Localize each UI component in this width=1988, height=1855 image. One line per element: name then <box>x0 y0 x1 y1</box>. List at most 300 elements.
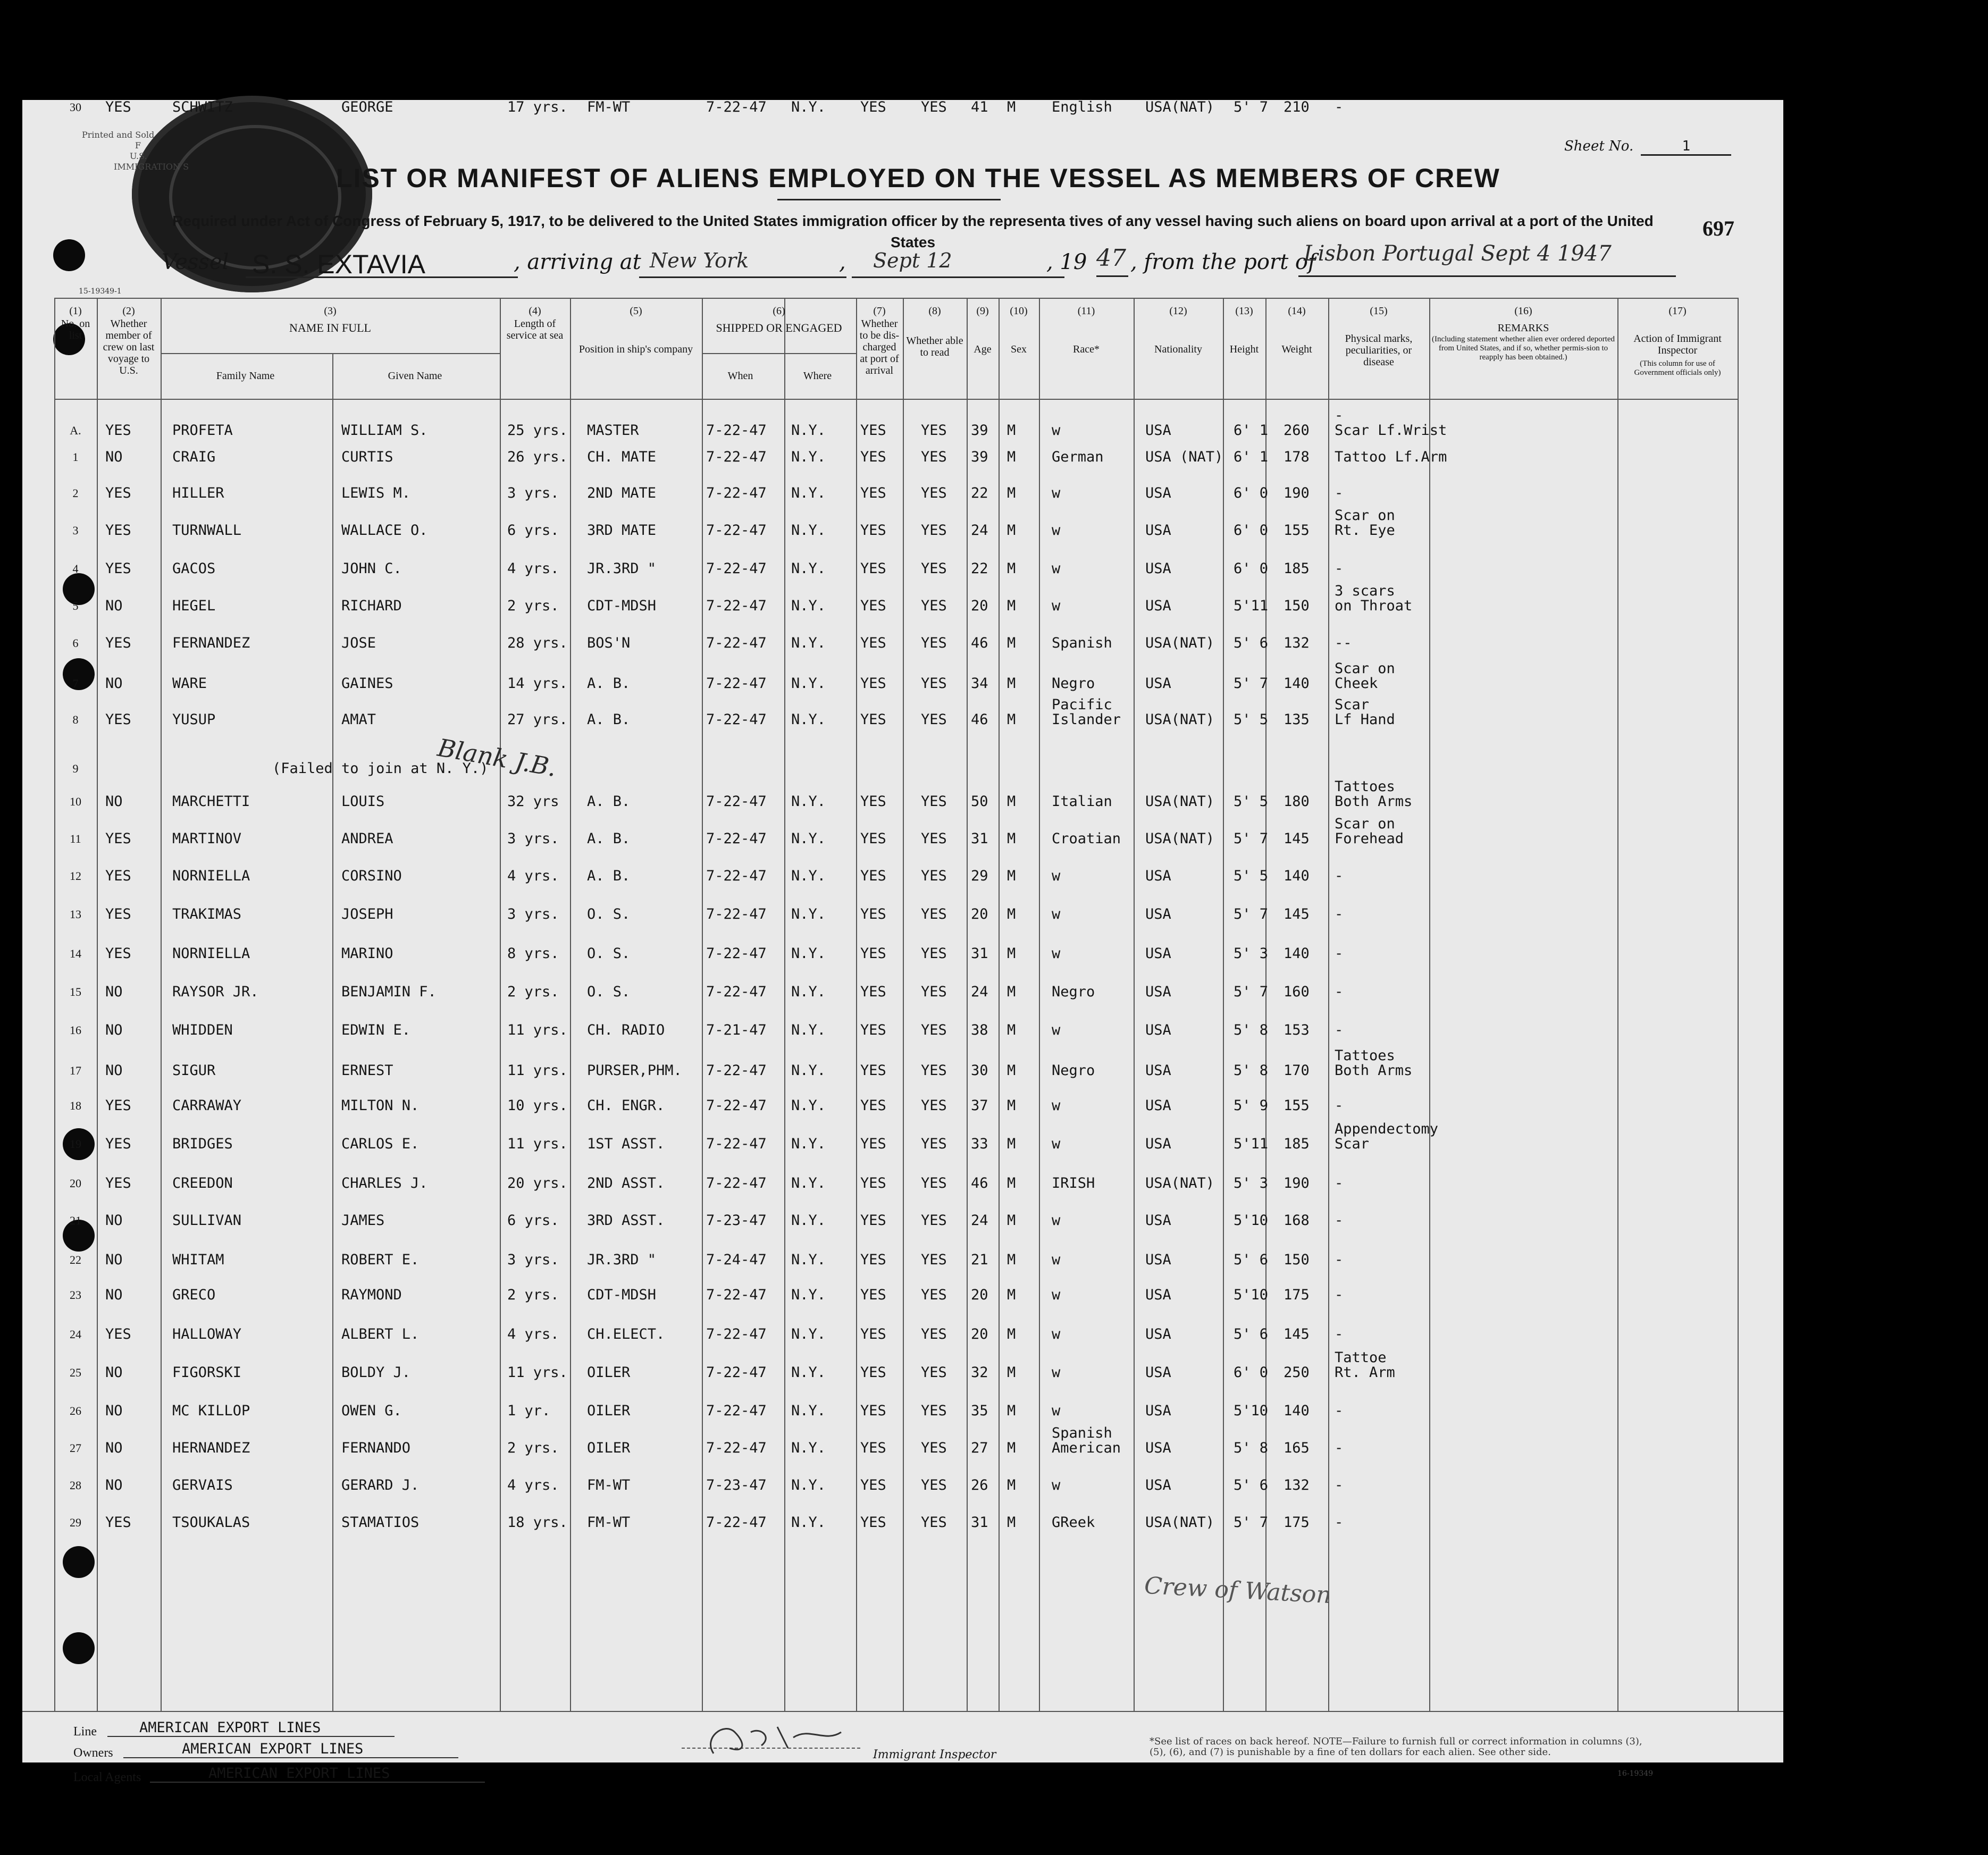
row-prev: NO <box>105 1403 123 1419</box>
row-age: 20 <box>971 1326 988 1342</box>
row-marks: - <box>1335 1212 1344 1229</box>
row-weight: 132 <box>1284 635 1310 651</box>
row-position: CH. ENGR. <box>587 1097 665 1114</box>
row-read: YES <box>921 1287 947 1303</box>
row-height: 5' 6 <box>1234 635 1269 651</box>
row-position: FM-WT <box>587 1477 631 1493</box>
row-age: 41 <box>971 99 988 115</box>
owners-label: Owners <box>73 1746 113 1760</box>
agents-value: AMERICAN EXPORT LINES <box>150 1765 485 1783</box>
row-when: 7-22-47 <box>706 522 767 539</box>
row-family: MARTINOV <box>172 830 242 847</box>
row-prev: YES <box>105 1326 131 1342</box>
row-when: 7-22-47 <box>706 1440 767 1456</box>
row-where: N.Y. <box>791 1097 826 1114</box>
row-weight: 175 <box>1284 1287 1310 1303</box>
row-sex: M <box>1007 1097 1016 1114</box>
row-where: N.Y. <box>791 1326 826 1342</box>
row-family: NORNIELLA <box>172 945 250 962</box>
row-weight: 170 <box>1284 1062 1310 1079</box>
row-sex: M <box>1007 868 1016 884</box>
row-when: 7-22-47 <box>706 1326 767 1342</box>
column-rule <box>784 353 785 1712</box>
row-when: 7-22-47 <box>706 1403 767 1419</box>
row-family: RAYSOR JR. <box>172 984 259 1000</box>
row-marks: - <box>1335 560 1344 577</box>
row-height: 5'10 <box>1234 1403 1269 1419</box>
row-position: A. B. <box>587 711 631 728</box>
row-when: 7-22-47 <box>706 1062 767 1079</box>
row-position: 2ND ASST. <box>587 1175 665 1191</box>
row-given: LEWIS M. <box>341 485 411 501</box>
row-height: 5' 7 <box>1234 906 1269 922</box>
row-position: FM-WT <box>587 1514 631 1531</box>
row-when: 7-23-47 <box>706 1477 767 1493</box>
row-family: (Failed to join at N. Y.) <box>272 760 489 777</box>
row-given: CORSINO <box>341 868 402 884</box>
row-family: YUSUP <box>172 711 216 728</box>
row-race: w <box>1052 1212 1061 1229</box>
row-where: N.Y. <box>791 1252 826 1268</box>
row-service: 18 yrs. <box>507 1514 568 1531</box>
row-nat: USA(NAT) <box>1145 99 1215 115</box>
row-prev: YES <box>105 485 131 501</box>
row-where: N.Y. <box>791 868 826 884</box>
row-given: AMAT <box>341 711 376 728</box>
row-position: CDT-MDSH <box>587 598 657 614</box>
row-race: w <box>1052 1136 1061 1152</box>
row-family: NORNIELLA <box>172 868 250 884</box>
row-age: 20 <box>971 1287 988 1303</box>
row-height: 5' 7 <box>1234 984 1269 1000</box>
row-when: 7-22-47 <box>706 984 767 1000</box>
column-number: (6) <box>773 305 785 317</box>
row-when: 7-22-47 <box>706 675 767 692</box>
row-disch: YES <box>860 1252 886 1268</box>
row-no: 9 <box>72 762 79 775</box>
row-when: 7-22-47 <box>706 1287 767 1303</box>
row-nat: USA <box>1145 1326 1171 1342</box>
row-service: 6 yrs. <box>507 522 559 539</box>
row-when: 7-22-47 <box>706 711 767 728</box>
row-marks: Scar on Rt. Eye <box>1335 507 1395 539</box>
column-number: (8) <box>928 305 941 317</box>
column-header: Race* <box>1073 343 1100 355</box>
row-marks: - <box>1335 99 1344 115</box>
row-position: PURSER,PHM. <box>587 1062 682 1079</box>
row-race: w <box>1052 945 1061 962</box>
row-service: 3 yrs. <box>507 485 559 501</box>
row-race: Negro <box>1052 1062 1095 1079</box>
row-marks: 3 scars on Throat <box>1335 583 1413 614</box>
column-header: SHIPPED OR ENGAGED <box>716 321 842 334</box>
punch-hole-icon <box>53 239 85 271</box>
row-sex: M <box>1007 1287 1016 1303</box>
row-when: 7-22-47 <box>706 449 767 465</box>
row-no: 1 <box>72 450 79 464</box>
row-height: 6' 1 <box>1234 422 1269 439</box>
row-family: CARRAWAY <box>172 1097 242 1114</box>
column-note: (Including statement whether alien ever ordered deported from United States, and if so, whether permis-sion to reapply has been obtained.) <box>1431 335 1615 362</box>
row-position: 3RD MATE <box>587 522 657 539</box>
row-given: MILTON N. <box>341 1097 420 1114</box>
row-position: CH. RADIO <box>587 1022 665 1038</box>
row-when: 7-22-47 <box>706 422 767 439</box>
name-subheader-rule <box>161 353 500 354</box>
row-weight: 132 <box>1284 1477 1310 1493</box>
row-given: LOUIS <box>341 793 385 810</box>
row-marks: - <box>1335 1175 1344 1191</box>
row-when: 7-22-47 <box>706 1364 767 1381</box>
row-where: N.Y. <box>791 1440 826 1456</box>
column-header: Weight <box>1281 343 1312 355</box>
row-disch: YES <box>860 522 886 539</box>
row-age: 24 <box>971 984 988 1000</box>
row-height: 5' 6 <box>1234 1477 1269 1493</box>
row-family: SCHWITZ <box>172 99 233 115</box>
row-weight: 178 <box>1284 449 1310 465</box>
row-when: 7-22-47 <box>706 99 767 115</box>
row-service: 2 yrs. <box>507 1287 559 1303</box>
row-where: N.Y. <box>791 830 826 847</box>
row-race: w <box>1052 906 1061 922</box>
row-sex: M <box>1007 1136 1016 1152</box>
row-read: YES <box>921 635 947 651</box>
row-sex: M <box>1007 635 1016 651</box>
row-disch: YES <box>860 675 886 692</box>
row-no: 23 <box>70 1288 81 1302</box>
row-service: 11 yrs. <box>507 1022 568 1038</box>
row-where: N.Y. <box>791 675 826 692</box>
row-weight: 165 <box>1284 1440 1310 1456</box>
row-family: FIGORSKI <box>172 1364 242 1381</box>
row-when: 7-22-47 <box>706 906 767 922</box>
row-sex: M <box>1007 1440 1016 1456</box>
row-disch: YES <box>860 1022 886 1038</box>
row-service: 17 yrs. <box>507 99 568 115</box>
row-age: 20 <box>971 906 988 922</box>
row-family: TURNWALL <box>172 522 242 539</box>
column-rule <box>161 298 162 1712</box>
row-nat: USA <box>1145 1364 1171 1381</box>
row-height: 6' 0 <box>1234 1364 1269 1381</box>
row-where: N.Y. <box>791 1364 826 1381</box>
column-rule <box>1429 298 1430 1712</box>
row-age: 32 <box>971 1364 988 1381</box>
row-nat: USA <box>1145 1287 1171 1303</box>
row-family: WHITAM <box>172 1252 224 1268</box>
row-read: YES <box>921 830 947 847</box>
row-read: YES <box>921 1022 947 1038</box>
row-read: YES <box>921 711 947 728</box>
row-height: 5'10 <box>1234 1212 1269 1229</box>
row-nat: USA(NAT) <box>1145 711 1215 728</box>
row-family: HALLOWAY <box>172 1326 242 1342</box>
row-age: 46 <box>971 635 988 651</box>
row-position: O. S. <box>587 906 631 922</box>
row-height: 5' 5 <box>1234 793 1269 810</box>
row-prev: NO <box>105 1287 123 1303</box>
row-service: 25 yrs. <box>507 422 568 439</box>
row-no: 26 <box>70 1404 81 1417</box>
row-where: N.Y. <box>791 485 826 501</box>
row-height: 5' 7 <box>1234 1514 1269 1531</box>
row-weight: 150 <box>1284 598 1310 614</box>
row-weight: 190 <box>1284 485 1310 501</box>
row-disch: YES <box>860 945 886 962</box>
row-age: 26 <box>971 1477 988 1493</box>
row-given: RICHARD <box>341 598 402 614</box>
row-age: 24 <box>971 522 988 539</box>
row-age: 22 <box>971 485 988 501</box>
column-rule <box>1134 298 1135 1712</box>
row-when: 7-24-47 <box>706 1252 767 1268</box>
row-family: GERVAIS <box>172 1477 233 1493</box>
row-read: YES <box>921 560 947 577</box>
row-where: N.Y. <box>791 1477 826 1493</box>
column-number: (7) <box>873 305 886 317</box>
column-rule <box>1039 298 1040 1712</box>
row-height: 5' 7 <box>1234 830 1269 847</box>
row-race: w <box>1052 1403 1061 1419</box>
row-sex: M <box>1007 675 1016 692</box>
row-weight: 145 <box>1284 1326 1310 1342</box>
row-age: 46 <box>971 711 988 728</box>
column-number: (10) <box>1010 305 1028 317</box>
row-when: 7-22-47 <box>706 1175 767 1191</box>
row-no: 27 <box>70 1441 81 1455</box>
row-family: TSOUKALAS <box>172 1514 250 1531</box>
column-number: (1) <box>69 305 82 317</box>
row-disch: YES <box>860 1136 886 1152</box>
column-number: (4) <box>529 305 541 317</box>
row-when: 7-23-47 <box>706 1212 767 1229</box>
row-service: 14 yrs. <box>507 675 568 692</box>
row-disch: YES <box>860 711 886 728</box>
row-weight: 155 <box>1284 522 1310 539</box>
row-where: N.Y. <box>791 1022 826 1038</box>
row-service: 20 yrs. <box>507 1175 568 1191</box>
row-weight: 250 <box>1284 1364 1310 1381</box>
vessel-name: S. S. EXTAVIA <box>246 249 518 278</box>
row-age: 50 <box>971 793 988 810</box>
arriving-port: New York <box>639 249 846 278</box>
year-label: , 19 <box>1046 250 1087 274</box>
row-given: ROBERT E. <box>341 1252 420 1268</box>
column-header: Length of service at sea <box>506 318 564 341</box>
row-nat: USA <box>1145 1136 1171 1152</box>
row-weight: 260 <box>1284 422 1310 439</box>
row-family: SULLIVAN <box>172 1212 242 1229</box>
sheet-number: Sheet No. 1 <box>1564 138 1731 156</box>
footer-form-number: 16-19349 <box>1617 1769 1654 1778</box>
row-race: IRISH <box>1052 1175 1095 1191</box>
column-rule <box>1738 298 1739 1712</box>
row-marks: - <box>1335 1287 1344 1303</box>
column-number: (3) <box>324 305 337 317</box>
row-weight: 185 <box>1284 560 1310 577</box>
row-prev: YES <box>105 711 131 728</box>
column-number: (16) <box>1514 305 1532 317</box>
from-port-label: , from the port of <box>1130 250 1316 274</box>
row-marks: Tattoo Lf.Arm <box>1335 449 1447 465</box>
row-prev: YES <box>105 1514 131 1531</box>
row-disch: YES <box>860 1477 886 1493</box>
row-no: 16 <box>70 1023 81 1037</box>
row-marks: - <box>1335 1252 1344 1268</box>
column-subheader: Where <box>803 370 832 382</box>
row-where: N.Y. <box>791 945 826 962</box>
row-service: 3 yrs. <box>507 830 559 847</box>
row-disch: YES <box>860 422 886 439</box>
row-where: N.Y. <box>791 1212 826 1229</box>
row-read: YES <box>921 1097 947 1114</box>
row-prev: NO <box>105 984 123 1000</box>
column-rule <box>1265 298 1266 1712</box>
row-height: 5'11 <box>1234 598 1269 614</box>
row-age: 20 <box>971 598 988 614</box>
row-when: 7-22-47 <box>706 945 767 962</box>
row-when: 7-21-47 <box>706 1022 767 1038</box>
row-disch: YES <box>860 1440 886 1456</box>
row-read: YES <box>921 1514 947 1531</box>
row-read: YES <box>921 675 947 692</box>
row-weight: 145 <box>1284 906 1310 922</box>
row-given: JAMES <box>341 1212 385 1229</box>
row-prev: NO <box>105 1062 123 1079</box>
row-marks: Appendectomy Scar <box>1335 1121 1439 1152</box>
row-read: YES <box>921 1136 947 1152</box>
row-prev: NO <box>105 793 123 810</box>
row-weight: 150 <box>1284 1252 1310 1268</box>
row-family: MC KILLOP <box>172 1403 250 1419</box>
row-no: 12 <box>70 869 81 883</box>
row-weight: 160 <box>1284 984 1310 1000</box>
row-read: YES <box>921 598 947 614</box>
row-position: O. S. <box>587 984 631 1000</box>
table-top-rule <box>54 298 1738 299</box>
row-age: 22 <box>971 560 988 577</box>
row-race: w <box>1052 1097 1061 1114</box>
column-number: (9) <box>976 305 989 317</box>
row-prev: NO <box>105 449 123 465</box>
row-where: N.Y. <box>791 906 826 922</box>
row-read: YES <box>921 1477 947 1493</box>
row-marks: - <box>1335 984 1344 1000</box>
vessel-label: Vessel <box>162 250 229 274</box>
row-marks: - <box>1335 945 1344 962</box>
row-height: 5' 8 <box>1234 1022 1269 1038</box>
header-bottom-rule <box>54 399 1738 400</box>
row-race: Italian <box>1052 793 1112 810</box>
row-service: 32 yrs <box>507 793 559 810</box>
row-disch: YES <box>860 830 886 847</box>
row-given: GAINES <box>341 675 393 692</box>
row-service: 2 yrs. <box>507 984 559 1000</box>
row-nat: USA <box>1145 522 1171 539</box>
row-prev: YES <box>105 99 131 115</box>
row-nat: USA <box>1145 1212 1171 1229</box>
row-no: 5 <box>72 599 79 612</box>
row-service: 6 yrs. <box>507 1212 559 1229</box>
row-race: w <box>1052 1252 1061 1268</box>
row-given: RAYMOND <box>341 1287 402 1303</box>
row-disch: YES <box>860 984 886 1000</box>
column-number: (11) <box>1077 305 1095 317</box>
row-nat: USA <box>1145 1440 1171 1456</box>
row-position: O. S. <box>587 945 631 962</box>
row-nat: USA <box>1145 675 1171 692</box>
row-disch: YES <box>860 598 886 614</box>
row-no: 30 <box>70 100 81 114</box>
row-marks: - <box>1335 1514 1344 1531</box>
line-value: AMERICAN EXPORT LINES <box>107 1719 395 1737</box>
row-prev: NO <box>105 675 123 692</box>
row-height: 5' 9 <box>1234 1097 1269 1114</box>
row-height: 5' 7 <box>1234 675 1269 692</box>
row-race: w <box>1052 1477 1061 1493</box>
column-rule <box>500 298 501 1712</box>
row-marks: - <box>1335 1097 1344 1114</box>
column-header: Whether member of crew on last voyage to U.S. <box>103 318 155 376</box>
row-no: 28 <box>70 1479 81 1492</box>
row-marks: Scar on Forehead <box>1335 816 1404 847</box>
row-service: 3 yrs. <box>507 1252 559 1268</box>
shipped-subheader-rule <box>702 353 856 354</box>
row-no: 25 <box>70 1366 81 1379</box>
row-prev: NO <box>105 598 123 614</box>
row-nat: USA <box>1145 1403 1171 1419</box>
row-disch: YES <box>860 99 886 115</box>
row-prev: YES <box>105 560 131 577</box>
row-where: N.Y. <box>791 449 826 465</box>
row-position: MASTER <box>587 422 639 439</box>
row-read: YES <box>921 1403 947 1419</box>
row-weight: 140 <box>1284 1403 1310 1419</box>
column-header: Height <box>1229 343 1259 355</box>
row-family: HERNANDEZ <box>172 1440 250 1456</box>
row-no: 6 <box>72 636 79 650</box>
row-given: MARINO <box>341 945 393 962</box>
row-sex: M <box>1007 1326 1016 1342</box>
row-race: Pacific Islander <box>1052 696 1121 728</box>
row-no: 24 <box>70 1328 81 1341</box>
title-rule <box>777 199 1001 200</box>
row-read: YES <box>921 1326 947 1342</box>
row-disch: YES <box>860 1364 886 1381</box>
row-when: 7-22-47 <box>706 1097 767 1114</box>
manifest-sheet: Printed and Sold F U.S. IMMIGRATION S LIST OR MANIFEST OF ALIENS EMPLOYED ON THE VESSEL AS MEMBERS OF CREW Sheet No. 1 Required under Act of Congress of February 5, 1917, to be delivered to the United States immigration officer by the representa tives of any vessel having such aliens on board upon arrival at a port of the United States 697 Vessel S. S. EXTAVIA , arriving at New York , Sept 12 , 19 47 , from the port of Lisbon Portugal Sept 4 1947 15-19349-1 (1) No. on list (2) Whether member of crew on last voyage to U.S. (3) NAME IN FULL Family Name Given Name (4) Length of service at sea (5) Position in ship's company (6) SHIPPED OR ENGAGED When Where (7) Whether to be dis-charged at port of arrival (8) Whether able to read (9) Age (10) Sex (11) Race* (12) Nationality (13) Height (14) Weight (15) Physical marks, peculiarities, or disease (16) REMARKS (Including statement whether alien ever ordered deported from United States, and if so, whether permis-sion to reapply has been obtained.) (17) Action of Immigrant Inspector (This column for use of Government officials only) A. YES PROFETA WILLIAM S. 25 yrs. MASTER 7-22-47 N.Y. YES YES 39 M w USA 6' 1 260 - Scar Lf.Wrist 1 NO CRAIG CURTIS 26 yrs. CH. MATE 7-22-47 N.Y. YES YES 39 M German USA (NAT) 6' 1 178 Tattoo Lf.Arm 2 YES HILLER LEWIS M. 3 yrs. 2ND MATE 7-22-47 N.Y. YES YES 22 M w USA 6' 0 190 - 3 YES TURNWALL WALLACE O. 6 yrs. 3RD MATE 7-22-47 N.Y. YES YES 24 M w USA 6' 0 155 Scar on Rt. Eye 4 YES GACOS JOHN C. 4 yrs. JR.3RD " 7-22-47 N.Y. YES YES 22 M w USA 6' 0 185 - 5 NO HEGEL RICHARD 2 yrs. CDT-MDSH 7-22-47 N.Y. YES YES 20 M w USA 5'11 150 3 scars on Throat 6 YES FERNANDEZ JOSE 28 yrs. BOS'N 7-22-47 N.Y. YES YES 46 M Spanish USA(NAT) 5' 6 132 -- 7 NO WARE GAINES 14 yrs. A. B. 7-22-47 N.Y. YES YES 34 M Negro USA 5' 7 140 Scar on Cheek 8 YES YUSUP AMAT 27 yrs. A. B. 7-22-47 N.Y. YES YES 46 M Pacific Islander USA(NAT) 5' 5 135 Scar Lf Hand 9 (Failed to join at N. Y.) 10 NO MARCHETTI LOUIS 32 yrs A. B. 7-22-47 N.Y. YES YES 50 M Italian USA(NAT) 5' 5 180 Tattoes Both Arms 11 YES MARTINOV ANDREA 3 yrs. A. B. 7-22-47 N.Y. YES YES 31 M Croatian USA(NAT) 5' 7 145 Scar on Forehead 12 YES NORNIELLA CORSINO 4 yrs. A. B. 7-22-47 N.Y. YES YES 29 M w USA 5' 5 140 - 13 YES TRAKIMAS JOSEPH 3 yrs. O. S. 7-22-47 N.Y. YES YES 20 M w USA 5' 7 145 - 14 YES NORNIELLA MARINO 8 yrs. O. S. 7-22-47 N.Y. YES YES 31 M w USA 5' 3 140 - 15 NO RAYSOR JR. BENJAMIN F. 2 yrs. O. S. 7-22-47 N.Y. YES YES 24 M Negro USA 5' 7 160 - 16 NO WHIDDEN EDWIN E. 11 yrs. CH. RADIO 7-21-47 N.Y. YES YES 38 M w USA 5' 8 153 - 17 NO SIGUR ERNEST 11 yrs. PURSER,PHM. 7-22-47 N.Y. YES YES 30 M Negro USA 5' 8 170 Tattoes Both Arms 18 YES CARRAWAY MILTON N. 10 yrs. CH. ENGR. 7-22-47 N.Y. YES YES 37 M w USA 5' 9 155 - 19 YES BRIDGES CARLOS E. 11 yrs. 1ST ASST. 7-22-47 N.Y. YES YES 33 M w USA 5'11 185 Appendectomy Scar 20 YES CREEDON CHARLES J. 20 yrs. 2ND ASST. 7-22-47 N.Y. YES YES 46 M IRISH USA(NAT) 5' 3 190 - 21 NO SULLIVAN JAMES 6 yrs. 3RD ASST. 7-23-47 N.Y. YES YES 24 M w USA 5'10 168 - 22 NO WHITAM ROBERT E. 3 yrs. JR.3RD " 7-24-47 N.Y. YES YES 21 M w USA 5' 6 150 - 23 NO GRECO RAYMOND 2 yrs. CDT-MDSH 7-22-47 N.Y. YES YES 20 M w USA 5'10 175 - 24 YES HALLOWAY ALBERT L. 4 yrs. CH.ELECT. 7-22-47 N.Y. YES YES 20 M w USA 5' 6 145 - 25 NO FIGORSKI BOLDY J. 11 yrs. OILER 7-22-47 N.Y. YES YES 32 M w USA 6' 0 250 Tattoe Rt. Arm 26 NO MC KILLOP OWEN G. 1 yr. OILER 7-22-47 N.Y. YES YES 35 M w USA 5'10 140 - 27 NO HERNANDEZ FERNANDO 2 yrs. OILER 7-22-47 N.Y. YES YES 27 M Spanish American USA 5' 8 165 - 28 NO GERVAIS GERARD J. 4 yrs. FM-WT 7-23-47 N.Y. YES YES 26 M w USA 5' 6 132 - 29 YES TSOUKALAS STAMATIOS 18 yrs. FM-WT 7-22-47 N.Y. YES YES 31 M GReek USA(NAT) 5' 7 175 - 30 YES SCHWITZ GEORGE 17 yrs. FM-WT 7-22-47 N.Y. YES YES 41 M English USA(NAT) 5' 7 210 - Blank J.B. Crew of Watson Line AMERICAN EXPORT LINES Owners AMERICAN EXPORT LINES Local Agents AMERICAN EXPORT LINES Immigrant Inspector *See list of races on back hereof. NOTE—Failure to furnish full or correct information in columns (3), (5), (6), and (7) is punishable by a fine of ten dollars for each alien. See other side. 16-19349 <box>22 100 1783 1762</box>
column-number: (5) <box>630 305 642 317</box>
arriving-label: , arriving at <box>514 250 641 274</box>
column-rule <box>1223 298 1224 1712</box>
row-where: N.Y. <box>791 422 826 439</box>
row-read: YES <box>921 793 947 810</box>
column-rule <box>967 298 968 1712</box>
row-read: YES <box>921 868 947 884</box>
column-rule <box>702 298 703 1712</box>
row-nat: USA <box>1145 1022 1171 1038</box>
row-position: JR.3RD " <box>587 1252 657 1268</box>
row-marks: Tattoes Both Arms <box>1335 1047 1413 1079</box>
row-given: JOHN C. <box>341 560 402 577</box>
row-family: CREEDON <box>172 1175 233 1191</box>
row-marks: - <box>1335 906 1344 922</box>
row-service: 10 yrs. <box>507 1097 568 1114</box>
row-race: German <box>1052 449 1104 465</box>
row-read: YES <box>921 522 947 539</box>
row-where: N.Y. <box>791 99 826 115</box>
